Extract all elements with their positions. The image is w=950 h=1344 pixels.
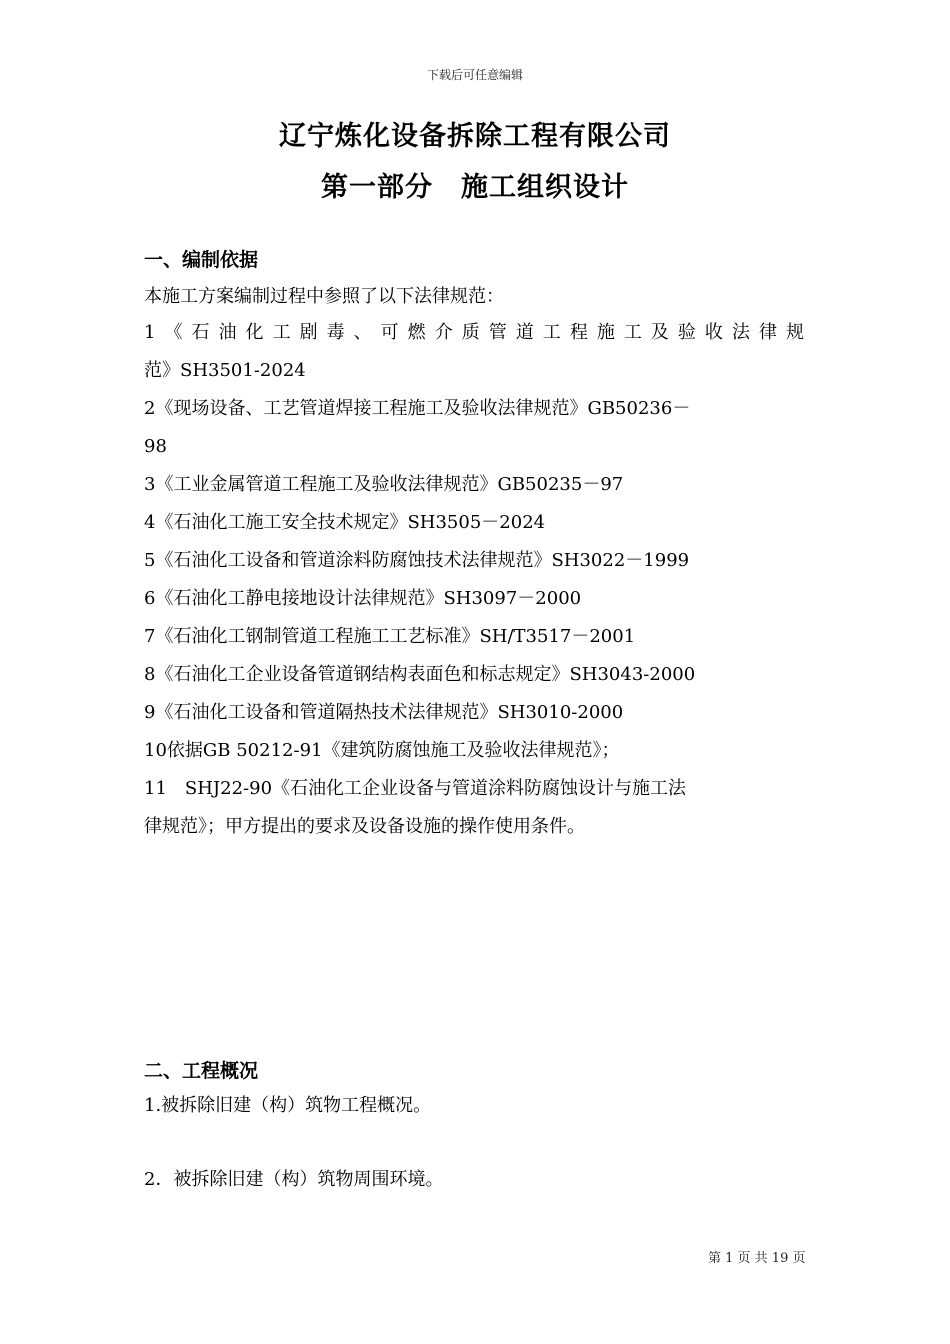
reference-line: 6《石油化工静电接地设计法律规范》SH3097－2000 bbox=[144, 588, 582, 609]
overview-item: 1.被拆除旧建（构）筑物工程概况。 bbox=[144, 1095, 432, 1116]
reference-line: 8《石油化工企业设备管道钢结构表面色和标志规定》SH3043-2000 bbox=[144, 664, 696, 685]
section1-heading: 一、编制依据 bbox=[144, 249, 259, 271]
reference-line: 4《石油化工施工安全技术规定》SH3505－2024 bbox=[144, 512, 546, 533]
reference-line: 范》SH3501-2024 bbox=[144, 360, 306, 381]
page-number: 第 1 页 共 19 页 bbox=[708, 1251, 806, 1266]
reference-line: 98 bbox=[144, 436, 167, 457]
reference-line: 11 SHJ22-90《石油化工企业设备与管道涂料防腐蚀设计与施工法 bbox=[144, 778, 687, 799]
company-title: 辽宁炼化设备拆除工程有限公司 bbox=[279, 121, 671, 152]
section1-intro: 本施工方案编制过程中参照了以下法律规范： bbox=[144, 286, 504, 307]
header-note: 下载后可任意编辑 bbox=[426, 68, 523, 82]
reference-line: 5《石油化工设备和管道涂料防腐蚀技术法律规范》SH3022－1999 bbox=[144, 550, 690, 571]
reference-line: 2《现场设备、工艺管道焊接工程施工及验收法律规范》GB50236－ bbox=[144, 398, 691, 419]
reference-line: 3《工业金属管道工程施工及验收法律规范》GB50235－97 bbox=[144, 474, 624, 495]
overview-item: 2．被拆除旧建（构）筑物周围环境。 bbox=[144, 1169, 444, 1190]
part-title: 第一部分 施工组织设计 bbox=[321, 172, 629, 203]
reference-line: 10依据GB 50212-91《建筑防腐蚀施工及验收法律规范》； bbox=[144, 740, 620, 761]
reference-line: 7《石油化工钢制管道工程施工工艺标准》SH/T3517－2001 bbox=[144, 626, 636, 647]
section2-heading: 二、工程概况 bbox=[144, 1060, 259, 1082]
reference-line: 律规范》；甲方提出的要求及设备设施的操作使用条件。 bbox=[144, 816, 585, 837]
reference-line: 1《石油化工剧毒、可燃介质管道工程施工及验收法律规 bbox=[144, 322, 806, 343]
reference-line: 9《石油化工设备和管道隔热技术法律规范》SH3010-2000 bbox=[144, 702, 624, 723]
